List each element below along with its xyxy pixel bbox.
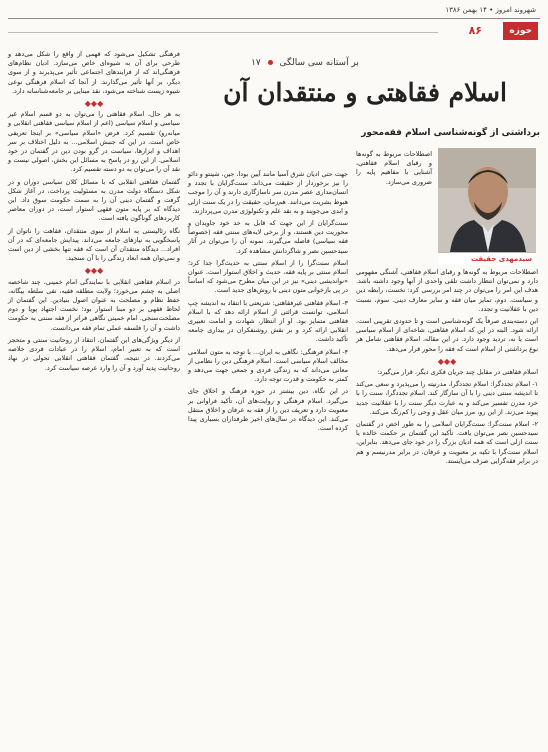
paragraph: اسلام فقاهتی در مقابل چند جریان فکری دیگر، قرار می‌گیرد:	[377, 368, 538, 377]
section-separator: ◆◆◆	[84, 99, 104, 109]
paragraph: سنت‌گرایان از این جهت که قابل به حد خود جاویدان و محوریت دین هستند، و از برخی لایه‌های سنتی فقه (خصوصاً فقه سیاسی) فاصله می‌گیرند. نمونه آن را می‌توان در آثار سیدحسین نصر و شاگردانش مشاهده کرد.	[188, 219, 348, 255]
paragraph: فرهنگی تشکیل می‌شود که فهمی از واقع را شکل می‌دهد و طرحی برای آن به شیوه‌ای خاص می‌سازد. ادیان نظام‌های فرهنگی‌اند که از فرایندهای اجتماعی تأثیر می‌پذیرند و از سوی دیگر، بر آنها تأثیر می‌گذارند. از آنجا که اسلام فرهنگی نوعی شیوه زیست شناخته می‌شود، نقد مبنایی بر جامعه‌شناسانه دارد.	[8, 50, 180, 95]
paragraph: این دسته‌بندی صرفاً یک گونه‌شناسی است و تا حدودی تقریبی است. ارائه شود. البته در این که اسلام فقاهتی، شاخه‌ای از اسلام سیاسی است یا نه، تردید وجود دارد. در این مقاله، اسلام فقاهتی شامل هر نوع برداشتی از اسلام است که فقه را محور قرار می‌دهد.	[356, 317, 538, 353]
kicker-series-title: بر آستانه سی سالگی	[279, 58, 359, 68]
paragraph: اصطلاحات مربوط به گونه‌ها و رقبای اسلام فقاهتی، آشنایی با مفاهیم پایه را ضروری می‌سازد.	[356, 150, 432, 186]
author-portrait-icon	[438, 148, 536, 252]
paragraph: ۳- اسلام فقاهتی غیرفقاهتی: شریعتی با انتقاد به اندیشه چپ اسلامی، توانست قرائتی از اسلام ارائه دهد که با اسلام فقاهتی متمایز بود. او از انتظار، شهادت و امامت تعبیری انقلابی ارائه کرد و بر نقش روشنفکران در بیداری جامعه تأکید داشت.	[188, 298, 348, 344]
series-kicker	[200, 58, 410, 68]
paragraph: گفتمان فقاهتی انقلابی که با مسائل کلان سیاسی دوران و در شکل دستگاه دولت مدرن به مسئولیت پرداخت، در آغاز شکل گرفت و گفتمان دینی آن را به سمت حکومت سوق داد. این دیدگاه که بر پایه متون فقهی استوار است، در دوران معاصر کاربردهای گوناگون یافته است.	[8, 177, 180, 223]
author-caption	[438, 252, 536, 265]
page-header	[0, 0, 548, 42]
paragraph: به هر حال، اسلام فقاهتی را می‌توان به دو قسم اسلام غیر سیاسی و اسلام سیاسی (اعم از اسلام سیاسی فقاهتی انقلابی و میانه‌رو) تقسیم کرد. فرض «اسلام سیاسی» بر اینجا تعریفی خاص است. در این که جنبش اسلامی... به دلیل اختلاف بر سر اهداف و ابزارها، سیاست در گرو بودن دین در گفتمان در خود اسلامی. از این رو در پاسخ به مسائل این بخش، اصولی نیست و نقد آن را می‌توان به دو دسته تقسیم کرد.	[8, 110, 180, 174]
paragraph: ۴- اسلام فرهنگی: نگاهی به ایران... با توجه به متون اسلامی مخالف اسلام سیاسی است. اسلام فرهنگی دین را نظامی از معانی می‌داند که به زندگی فردی و جمعی جهت می‌دهد و کمتر به حکومت و قدرت توجه دارد.	[188, 347, 348, 384]
article-subtitle: برداشتی از گونه‌شناسی اسلام فقه‌محور	[361, 128, 540, 138]
left-text-column	[8, 50, 180, 376]
paragraph: در اسلام فقاهتی انقلابی با نمایندگی امام خمینی، چند شاخصه اصلی به چشم می‌خورد؛ ولایت مطلقه فقیه، نفی سلطه بیگانه، حفظ نظام و مصلحت به عنوان اصول بنیادین. این گفتمان از لحاظ فقهی بر دو مبنا استوار بود؛ نخست اجتهاد پویا و دوم مصلحت‌سنجی. امام خمینی نگاهی فراتر از فقه سنتی به حکومت داشت و آن را فلسفه عملی تمام فقه می‌دانست.	[8, 277, 180, 332]
author-photo	[438, 148, 536, 252]
section-separator: ◆◆◆	[84, 266, 104, 276]
page-number: ۸۶	[468, 24, 482, 37]
paragraph: جهت حتی ادیان شرق آسیا مانند آیین بودا، جین، شینتو و دائو را نیز برخوردار از حقیقت می‌داند. سنت‌گرایان با تجدد و انسان‌مداری عصر مدرن سر ناسازگاری دارند و آن را موجب هبوط بشریت می‌دانند. هم‌زمان، حقیقت را در یک سنت ازلی و ابدی می‌جویند و به نقد علم و تکنولوژی مدرن می‌پردازند.	[188, 170, 348, 215]
header-rule	[8, 32, 438, 33]
paragraph: از دیگر ویژگی‌های این گفتمان، انتقاد از روحانیت سنتی و متحجر است که به تعبیر امام، اسلام را در عبادات فردی خلاصه می‌کردند. در نتیجه، گفتمان فقاهتی انقلابی تحولی در نهاد روحانیت پدید آورد و آن را وارد عرصه سیاست کرد.	[8, 335, 180, 372]
article-title: اسلام فقاهتی و منتقدان آن	[223, 78, 507, 107]
paragraph: در این نگاه، دین بیشتر در حوزه فرهنگ و اخلاق جای می‌گیرد. اسلام فرهنگی و روایت‌های آن، تأکید فراوانی بر معنویت دارد و تعریف دین را از فقه به عرفان و اخلاق منتقل می‌کند. این دیدگاه در سال‌های اخیر طرفداران بسیاری پیدا کرده است.	[188, 387, 348, 433]
section-separator: ◆◆◆	[437, 356, 457, 366]
author-name: سیدمهدی حقیقت	[470, 255, 532, 263]
kicker-bullet-icon	[268, 60, 273, 65]
paragraph: ۱- اسلام تجددگرا: اسلام تجددگرا، مدرنیته را می‌پذیرد و سعی می‌کند تا اندیشه سنتی دینی را با آن سازگار کند. اسلام تجددگرا، سنت را با خرد مدرن تفسیر می‌کند و به عبارت دیگر سنت را با عقلانیت جدید پیوند می‌زند. از این رو، مرز میان عقل و وحی را کم‌رنگ می‌کند.	[356, 380, 538, 416]
paragraph: نگاه رئالیستی به اسلام از سوی منتقدان، فقاهت را ناتوان از پاسخگویی به نیازهای جامعه می‌داند. پیدایش جامعه‌ای که در آن افراد... دیدگاه منتقدان آن است که فقه تنها بخشی از دین است و نمی‌توان همه ابعاد زندگی را با آن سنجید.	[8, 226, 180, 263]
newspaper-date-line: شهروند امروز • ۱۴ بهمن ۱۳۸۶	[445, 6, 536, 14]
section-label: حوزه	[503, 22, 538, 40]
paragraph: اسلام سنت‌گرا را از اسلام سنتی به حدیث‌گرا جدا کرد؛ اسلام سنتی بر پایه فقه، حدیث و اخلاق استوار است. عنوان «نواندیشی دینی» نیز در این میان مطرح می‌شود که اساساً در پی بازخوانی متون دینی با روش‌های جدید است.	[188, 258, 348, 295]
middle-text-column	[188, 170, 348, 436]
paragraph: اصطلاحات مربوط به گونه‌ها و رقبای اسلام فقاهتی، آشنگی مفهومی دارد و نمی‌توان انتظار داشت تلقی واحدی از آنها وجود داشته باشد. هدف این امر را می‌توان در چند امر بررسی کرد: نخست، رابطه دین و سیاست. دوم، تمایز میان فقه و سایر معارف دینی. سوم، نسبت دین با عقلانیت و تجدد.	[356, 268, 538, 313]
header-divider	[8, 18, 540, 19]
right-text-column	[356, 268, 538, 469]
right-upper-text	[356, 150, 432, 187]
kicker-number: ۱۷	[251, 58, 261, 68]
paragraph: ۲- اسلام سنت‌گرا: سنت‌گرایان اسلامی را به طور اخص در گفتمان سیدحسین نصر می‌توان یافت. تأکید این گفتمان بر حکمت خالده یا سنت ازلی است که همه ادیان بزرگ را در خود جای می‌دهد. بنابراین، اسلام سنت‌گرا با تکیه بر معنویت و عرفان، در برابر مدرنیسم و هم در برابر فقه‌گرایی صرف می‌ایستد.	[356, 420, 538, 465]
